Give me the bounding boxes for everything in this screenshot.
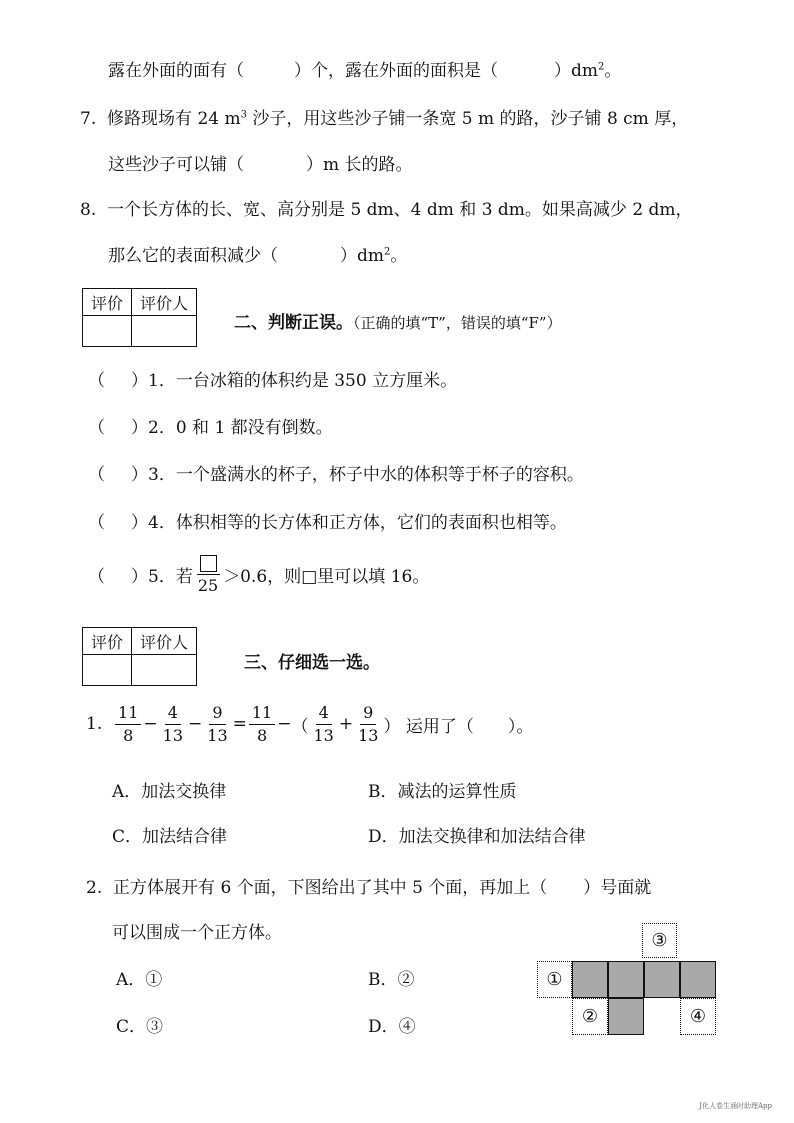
tf-item-1: （ ）1．一台冰箱的体积约是 350 立方厘米。: [88, 371, 458, 391]
grade-header-grader: 评价人: [132, 628, 197, 655]
grade-cell-score[interactable]: [83, 655, 132, 686]
net-face-gray: [572, 961, 608, 998]
grade-cell-score[interactable]: [83, 316, 132, 347]
mc1-equation: 1. $\frac{11}{8}$ − $\frac{4}{13}$ − $\frac{9}{13}$ = $\frac{11}{8}$ − （ $\frac{4}{13}$ + $\frac{9}{13}$ ） 运用了（ ）。: [86, 703, 534, 745]
net-face-gray: [608, 998, 644, 1035]
q7-line1: 7. 修路现场有 24 $m^3$ 沙子，用这些沙子铺一条宽 5 m 的路，沙子铺 8 cm 厚，: [80, 109, 689, 129]
section2-heading: 二、判断正误。（正确的填“T”，错误的填“F”）: [234, 313, 562, 333]
cube-net-diagram: [537, 923, 717, 1038]
mc1-option-a[interactable]: A．加法交换律: [112, 782, 227, 802]
net-face-gray: [608, 961, 644, 998]
mc2-line1: 2. 正方体展开有 6 个面，下图给出了其中 5 个面，再加上（ ）号面就: [86, 878, 652, 898]
tf-item-4: （ ）4．体积相等的长方体和正方体，它们的表面积也相等。: [88, 513, 567, 533]
net-face-2: ②: [572, 998, 608, 1035]
mc2-option-c[interactable]: C．③: [116, 1017, 164, 1037]
grade-header-score: 评价: [83, 289, 132, 316]
grade-cell-grader[interactable]: [132, 655, 197, 686]
tf-item-2: （ ）2．0 和 1 都没有倒数。: [88, 418, 333, 438]
net-face-3: ③: [642, 923, 677, 958]
section3-heading: 三、仔细选一选。: [244, 653, 380, 673]
mc1-option-b[interactable]: B．减法的运算性质: [368, 782, 517, 802]
q8-line1: 8. 一个长方体的长、宽、高分别是 5 dm、4 dm 和 3 dm。如果高减少 2 dm，: [80, 200, 693, 220]
net-face-gray: [680, 961, 716, 998]
net-face-4: ④: [680, 998, 716, 1035]
grade-header-score: 评价: [83, 628, 132, 655]
grade-cell-grader[interactable]: [132, 316, 197, 347]
q6-line: 露在外面的面有（ ）个，露在外面的面积是（ ）$dm^2$。: [108, 61, 622, 81]
empty-box-icon: [200, 555, 217, 572]
mc2-line2: 可以围成一个正方体。: [112, 923, 282, 943]
tf-item-5: （ ）5．若 25 ＞0.6，则□里可以填 16。: [88, 554, 429, 595]
grade-table-section2: [82, 288, 197, 347]
net-face-gray: [644, 961, 680, 998]
mc2-option-d[interactable]: D．④: [368, 1017, 416, 1037]
q7-line2: 这些沙子可以铺（ ）m 长的路。: [108, 155, 413, 175]
mc2-option-a[interactable]: A．①: [116, 970, 163, 990]
q8-line2: 那么它的表面积减少（ ）$dm^2$。: [108, 246, 408, 266]
grade-table-section3: [82, 627, 197, 686]
grade-header-grader: 评价人: [132, 289, 197, 316]
tf-item-3: （ ）3．一个盛满水的杯子，杯子中水的体积等于杯子的容积。: [88, 465, 584, 485]
mc1-option-d[interactable]: D．加法交换律和加法结合律: [368, 827, 586, 847]
net-face-1: ①: [537, 961, 572, 998]
fraction-box-over-25: 25: [195, 554, 221, 595]
mc1-option-c[interactable]: C．加法结合律: [112, 827, 228, 847]
footer-watermark: J化人卷生涌时助理App: [699, 1102, 772, 1110]
mc2-option-b[interactable]: B．②: [368, 970, 415, 990]
